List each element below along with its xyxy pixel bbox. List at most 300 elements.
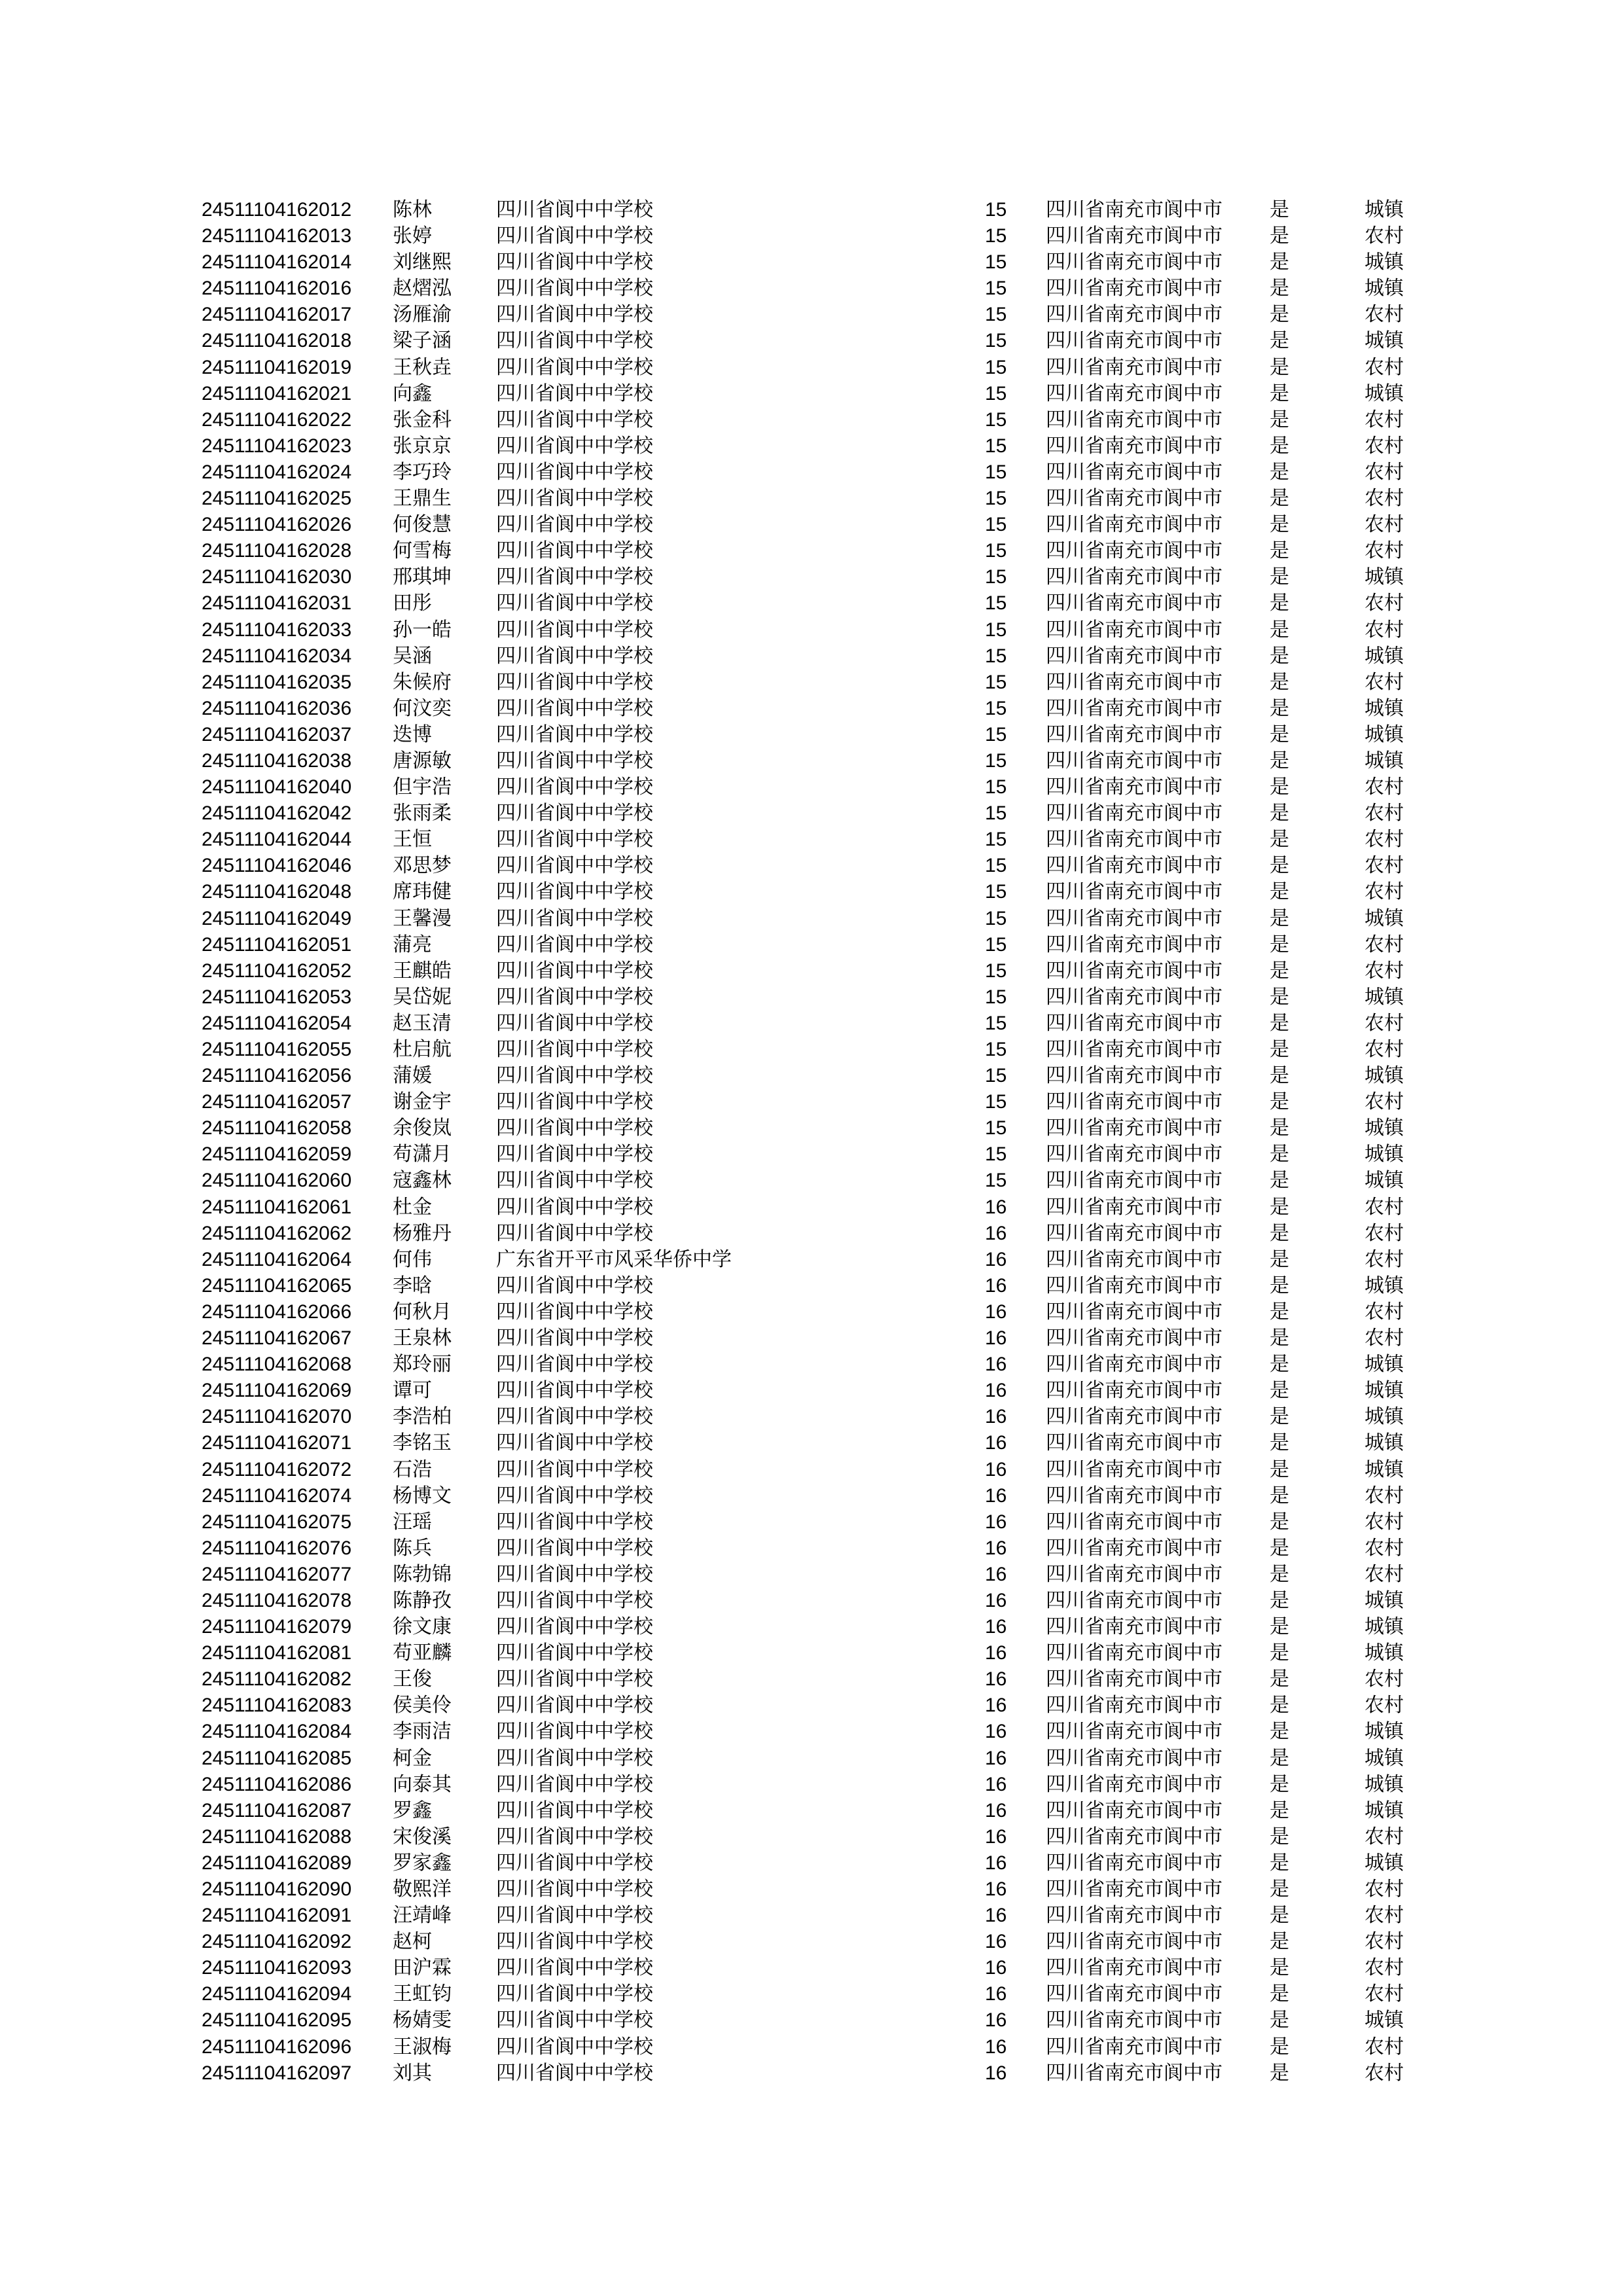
exam-number-cell: 24511104162078 — [202, 1589, 352, 1611]
residence-type-cell: 城镇 — [1364, 382, 1404, 405]
eligible-flag-cell: 是 — [1270, 776, 1289, 799]
residence-type-cell: 农村 — [1364, 224, 1404, 248]
eligible-flag-cell: 是 — [1270, 1327, 1289, 1350]
student-name-cell: 王麒皓 — [393, 959, 452, 982]
residence-type-cell: 农村 — [1364, 1536, 1404, 1560]
school-cell: 四川省阆中中学校 — [496, 1143, 653, 1166]
student-name-cell: 邓思梦 — [393, 854, 452, 878]
student-name-cell: 向鑫 — [393, 382, 432, 405]
class-cell: 16 — [985, 1747, 1007, 1769]
student-name-cell: 赵玉清 — [393, 1011, 452, 1035]
address-cell: 四川省南充市阆中市 — [1046, 723, 1222, 746]
eligible-flag-cell: 是 — [1270, 460, 1289, 484]
address-cell: 四川省南充市阆中市 — [1046, 1825, 1222, 1848]
address-cell: 四川省南充市阆中市 — [1046, 880, 1222, 904]
residence-type-cell: 农村 — [1364, 933, 1404, 956]
school-cell: 四川省阆中中学校 — [496, 1904, 653, 1928]
school-cell: 四川省阆中中学校 — [496, 1694, 653, 1717]
school-cell: 四川省阆中中学校 — [496, 329, 653, 353]
class-cell: 16 — [985, 1432, 1007, 1454]
class-cell: 15 — [985, 540, 1007, 562]
student-name-cell: 王虹钧 — [393, 1982, 452, 2006]
student-name-cell: 赵柯 — [393, 1930, 432, 1954]
residence-type-cell: 城镇 — [1364, 723, 1404, 746]
exam-number-cell: 24511104162082 — [202, 1668, 352, 1691]
student-name-cell: 孙一皓 — [393, 618, 452, 641]
table-row — [0, 1535, 1623, 1562]
school-cell: 四川省阆中中学校 — [496, 1930, 653, 1954]
address-cell: 四川省南充市阆中市 — [1046, 251, 1222, 274]
class-cell: 15 — [985, 225, 1007, 247]
class-cell: 16 — [985, 2062, 1007, 2084]
table-row — [0, 2034, 1623, 2060]
class-cell: 16 — [985, 1300, 1007, 1323]
table-row — [0, 1640, 1623, 1666]
class-cell: 15 — [985, 619, 1007, 641]
residence-type-cell: 城镇 — [1364, 1641, 1404, 1665]
student-name-cell: 何秋月 — [393, 1300, 452, 1323]
table-row — [0, 1221, 1623, 1247]
exam-number-cell: 24511104162085 — [202, 1747, 352, 1769]
residence-type-cell: 农村 — [1364, 802, 1404, 825]
school-cell: 四川省阆中中学校 — [496, 277, 653, 300]
class-cell: 15 — [985, 986, 1007, 1008]
class-cell: 16 — [985, 1380, 1007, 1402]
school-cell: 四川省阆中中学校 — [496, 854, 653, 878]
address-cell: 四川省南充市阆中市 — [1046, 1878, 1222, 1901]
residence-type-cell: 城镇 — [1364, 1143, 1404, 1166]
class-cell: 15 — [985, 881, 1007, 903]
exam-number-cell: 24511104162033 — [202, 619, 352, 641]
student-name-cell: 寇鑫林 — [393, 1169, 452, 1193]
address-cell: 四川省南充市阆中市 — [1046, 487, 1222, 511]
school-cell: 四川省阆中中学校 — [496, 723, 653, 746]
address-cell: 四川省南充市阆中市 — [1046, 1458, 1222, 1481]
eligible-flag-cell: 是 — [1270, 1510, 1289, 1534]
exam-number-cell: 24511104162053 — [202, 986, 352, 1008]
address-cell: 四川省南充市阆中市 — [1046, 959, 1222, 982]
exam-number-cell: 24511104162046 — [202, 855, 352, 877]
student-name-cell: 敬熙洋 — [393, 1878, 452, 1901]
eligible-flag-cell: 是 — [1270, 2009, 1289, 2032]
table-row — [0, 2007, 1623, 2034]
residence-type-cell: 城镇 — [1364, 906, 1404, 930]
exam-number-cell: 24511104162066 — [202, 1300, 352, 1323]
table-row — [0, 1299, 1623, 1325]
class-cell: 15 — [985, 1117, 1007, 1139]
address-cell: 四川省南充市阆中市 — [1046, 1510, 1222, 1534]
table-row — [0, 958, 1623, 984]
eligible-flag-cell: 是 — [1270, 198, 1289, 221]
table-row — [0, 512, 1623, 538]
class-cell: 16 — [985, 1695, 1007, 1717]
residence-type-cell: 农村 — [1364, 880, 1404, 904]
residence-type-cell: 农村 — [1364, 2061, 1404, 2085]
class-cell: 15 — [985, 435, 1007, 457]
eligible-flag-cell: 是 — [1270, 933, 1289, 956]
residence-type-cell: 农村 — [1364, 460, 1404, 484]
student-name-cell: 田彤 — [393, 592, 432, 615]
address-cell: 四川省南充市阆中市 — [1046, 2009, 1222, 2032]
table-row — [0, 1562, 1623, 1588]
address-cell: 四川省南充市阆中市 — [1046, 1038, 1222, 1061]
student-name-cell: 迭博 — [393, 723, 432, 746]
school-cell: 四川省阆中中学校 — [496, 1720, 653, 1744]
eligible-flag-cell: 是 — [1270, 854, 1289, 878]
table-row — [0, 328, 1623, 354]
table-row — [0, 1194, 1623, 1221]
school-cell: 四川省阆中中学校 — [496, 1011, 653, 1035]
exam-number-cell: 24511104162051 — [202, 933, 352, 956]
eligible-flag-cell: 是 — [1270, 408, 1289, 431]
student-name-cell: 邢琪坤 — [393, 565, 452, 589]
address-cell: 四川省南充市阆中市 — [1046, 1851, 1222, 1874]
address-cell: 四川省南充市阆中市 — [1046, 1772, 1222, 1796]
exam-number-cell: 24511104162086 — [202, 1773, 352, 1795]
eligible-flag-cell: 是 — [1270, 696, 1289, 720]
student-name-cell: 陈兵 — [393, 1536, 432, 1560]
school-cell: 四川省阆中中学校 — [496, 1221, 653, 1245]
table-row — [0, 1824, 1623, 1850]
exam-number-cell: 24511104162025 — [202, 488, 352, 510]
residence-type-cell: 农村 — [1364, 1878, 1404, 1901]
exam-number-cell: 24511104162093 — [202, 1957, 352, 1979]
school-cell: 广东省开平市风采华侨中学 — [496, 1247, 732, 1271]
eligible-flag-cell: 是 — [1270, 1458, 1289, 1481]
residence-type-cell: 城镇 — [1364, 749, 1404, 772]
residence-type-cell: 农村 — [1364, 1982, 1404, 2006]
table-row — [0, 538, 1623, 564]
address-cell: 四川省南充市阆中市 — [1046, 828, 1222, 852]
exam-number-cell: 24511104162042 — [202, 802, 352, 825]
address-cell: 四川省南充市阆中市 — [1046, 1247, 1222, 1271]
address-cell: 四川省南充市阆中市 — [1046, 670, 1222, 694]
class-cell: 15 — [985, 1065, 1007, 1087]
school-cell: 四川省阆中中学校 — [496, 460, 653, 484]
residence-type-cell: 城镇 — [1364, 1117, 1404, 1140]
student-name-cell: 苟潇月 — [393, 1143, 452, 1166]
table-row — [0, 1693, 1623, 1719]
school-cell: 四川省阆中中学校 — [496, 1327, 653, 1350]
exam-number-cell: 24511104162069 — [202, 1380, 352, 1402]
address-cell: 四川省南充市阆中市 — [1046, 277, 1222, 300]
class-cell: 16 — [985, 1406, 1007, 1428]
eligible-flag-cell: 是 — [1270, 1484, 1289, 1507]
student-name-cell: 张京京 — [393, 434, 452, 457]
exam-number-cell: 24511104162028 — [202, 540, 352, 562]
student-name-cell: 王馨漫 — [393, 906, 452, 930]
eligible-flag-cell: 是 — [1270, 1720, 1289, 1744]
address-cell: 四川省南充市阆中市 — [1046, 1641, 1222, 1665]
address-cell: 四川省南充市阆中市 — [1046, 224, 1222, 248]
eligible-flag-cell: 是 — [1270, 906, 1289, 930]
school-cell: 四川省阆中中学校 — [496, 1641, 653, 1665]
eligible-flag-cell: 是 — [1270, 1615, 1289, 1639]
class-cell: 15 — [985, 408, 1007, 431]
class-cell: 15 — [985, 488, 1007, 510]
table-row — [0, 486, 1623, 512]
student-name-cell: 陈静孜 — [393, 1588, 452, 1612]
residence-type-cell: 农村 — [1364, 513, 1404, 537]
address-cell: 四川省南充市阆中市 — [1046, 539, 1222, 563]
eligible-flag-cell: 是 — [1270, 880, 1289, 904]
school-cell: 四川省阆中中学校 — [496, 1772, 653, 1796]
student-name-cell: 杜金 — [393, 1195, 432, 1219]
eligible-flag-cell: 是 — [1270, 1536, 1289, 1560]
address-cell: 四川省南充市阆中市 — [1046, 906, 1222, 930]
table-row — [0, 1929, 1623, 1955]
exam-number-cell: 24511104162096 — [202, 2036, 352, 2058]
student-name-cell: 李浩柏 — [393, 1405, 452, 1429]
student-name-cell: 苟亚麟 — [393, 1641, 452, 1665]
class-cell: 15 — [985, 907, 1007, 929]
class-cell: 16 — [985, 2036, 1007, 2058]
student-name-cell: 蒲媛 — [393, 1064, 432, 1088]
table-row — [0, 302, 1623, 328]
school-cell: 四川省阆中中学校 — [496, 880, 653, 904]
table-row — [0, 1247, 1623, 1273]
exam-number-cell: 24511104162019 — [202, 356, 352, 378]
class-cell: 16 — [985, 1511, 1007, 1533]
exam-number-cell: 24511104162018 — [202, 330, 352, 352]
residence-type-cell: 农村 — [1364, 1930, 1404, 1954]
eligible-flag-cell: 是 — [1270, 1405, 1289, 1429]
residence-type-cell: 农村 — [1364, 1090, 1404, 1114]
residence-type-cell: 农村 — [1364, 1327, 1404, 1350]
eligible-flag-cell: 是 — [1270, 1562, 1289, 1586]
address-cell: 四川省南充市阆中市 — [1046, 329, 1222, 353]
table-row — [0, 800, 1623, 827]
exam-number-cell: 24511104162083 — [202, 1695, 352, 1717]
address-cell: 四川省南充市阆中市 — [1046, 1930, 1222, 1954]
class-cell: 15 — [985, 251, 1007, 274]
address-cell: 四川省南充市阆中市 — [1046, 1562, 1222, 1586]
student-name-cell: 王恒 — [393, 828, 432, 852]
student-name-cell: 吴涵 — [393, 644, 432, 668]
residence-type-cell: 农村 — [1364, 828, 1404, 852]
exam-number-cell: 24511104162071 — [202, 1432, 352, 1454]
residence-type-cell: 城镇 — [1364, 696, 1404, 720]
class-cell: 16 — [985, 1196, 1007, 1218]
exam-number-cell: 24511104162012 — [202, 199, 352, 221]
eligible-flag-cell: 是 — [1270, 1064, 1289, 1088]
exam-number-cell: 24511104162034 — [202, 645, 352, 667]
address-cell: 四川省南充市阆中市 — [1046, 1327, 1222, 1350]
address-cell: 四川省南充市阆中市 — [1046, 1090, 1222, 1114]
residence-type-cell: 城镇 — [1364, 198, 1404, 221]
school-cell: 四川省阆中中学校 — [496, 1615, 653, 1639]
address-cell: 四川省南充市阆中市 — [1046, 1694, 1222, 1717]
exam-number-cell: 24511104162037 — [202, 723, 352, 745]
class-cell: 16 — [985, 1721, 1007, 1743]
exam-number-cell: 24511104162026 — [202, 514, 352, 536]
address-cell: 四川省南充市阆中市 — [1046, 644, 1222, 668]
table-row — [0, 1798, 1623, 1824]
student-name-cell: 汪瑶 — [393, 1510, 432, 1534]
exam-number-cell: 24511104162021 — [202, 382, 352, 404]
school-cell: 四川省阆中中学校 — [496, 1588, 653, 1612]
school-cell: 四川省阆中中学校 — [496, 696, 653, 720]
class-cell: 16 — [985, 1773, 1007, 1795]
school-cell: 四川省阆中中学校 — [496, 933, 653, 956]
school-cell: 四川省阆中中学校 — [496, 1799, 653, 1822]
class-cell: 15 — [985, 749, 1007, 772]
table-row — [0, 774, 1623, 800]
table-row — [0, 1404, 1623, 1430]
school-cell: 四川省阆中中学校 — [496, 1169, 653, 1193]
class-cell: 15 — [985, 461, 1007, 483]
school-cell: 四川省阆中中学校 — [496, 1458, 653, 1481]
eligible-flag-cell: 是 — [1270, 985, 1289, 1009]
student-name-cell: 李巧玲 — [393, 460, 452, 484]
residence-type-cell: 农村 — [1364, 670, 1404, 694]
eligible-flag-cell: 是 — [1270, 1221, 1289, 1245]
eligible-flag-cell: 是 — [1270, 329, 1289, 353]
class-cell: 15 — [985, 1170, 1007, 1192]
residence-type-cell: 农村 — [1364, 408, 1404, 431]
residence-type-cell: 农村 — [1364, 1247, 1404, 1271]
school-cell: 四川省阆中中学校 — [496, 1195, 653, 1219]
eligible-flag-cell: 是 — [1270, 1772, 1289, 1796]
address-cell: 四川省南充市阆中市 — [1046, 1300, 1222, 1323]
residence-type-cell: 农村 — [1364, 303, 1404, 327]
table-row — [0, 1981, 1623, 2007]
school-cell: 四川省阆中中学校 — [496, 1956, 653, 1980]
address-cell: 四川省南充市阆中市 — [1046, 1169, 1222, 1193]
school-cell: 四川省阆中中学校 — [496, 355, 653, 379]
address-cell: 四川省南充市阆中市 — [1046, 1484, 1222, 1507]
table-row — [0, 1063, 1623, 1089]
eligible-flag-cell: 是 — [1270, 1195, 1289, 1219]
school-cell: 四川省阆中中学校 — [496, 1746, 653, 1770]
eligible-flag-cell: 是 — [1270, 802, 1289, 825]
class-cell: 15 — [985, 802, 1007, 825]
class-cell: 15 — [985, 1091, 1007, 1113]
residence-type-cell: 城镇 — [1364, 1615, 1404, 1639]
eligible-flag-cell: 是 — [1270, 1878, 1289, 1901]
exam-number-cell: 24511104162023 — [202, 435, 352, 457]
school-cell: 四川省阆中中学校 — [496, 1982, 653, 2006]
table-row — [0, 1666, 1623, 1693]
residence-type-cell: 城镇 — [1364, 1064, 1404, 1088]
exam-number-cell: 24511104162035 — [202, 671, 352, 693]
exam-number-cell: 24511104162094 — [202, 1983, 352, 2005]
class-cell: 15 — [985, 829, 1007, 851]
school-cell: 四川省阆中中学校 — [496, 802, 653, 825]
student-name-cell: 宋俊溪 — [393, 1825, 452, 1848]
eligible-flag-cell: 是 — [1270, 1641, 1289, 1665]
class-cell: 15 — [985, 592, 1007, 615]
exam-number-cell: 24511104162059 — [202, 1143, 352, 1166]
residence-type-cell: 城镇 — [1364, 644, 1404, 668]
exam-number-cell: 24511104162087 — [202, 1799, 352, 1821]
class-cell: 15 — [985, 199, 1007, 221]
class-cell: 15 — [985, 278, 1007, 300]
eligible-flag-cell: 是 — [1270, 539, 1289, 563]
school-cell: 四川省阆中中学校 — [496, 1878, 653, 1901]
eligible-flag-cell: 是 — [1270, 1982, 1289, 2006]
address-cell: 四川省南充市阆中市 — [1046, 1379, 1222, 1403]
table-row — [0, 643, 1623, 670]
address-cell: 四川省南充市阆中市 — [1046, 1746, 1222, 1770]
student-name-cell: 杜启航 — [393, 1038, 452, 1061]
residence-type-cell: 城镇 — [1364, 1588, 1404, 1612]
residence-type-cell: 农村 — [1364, 1221, 1404, 1245]
eligible-flag-cell: 是 — [1270, 644, 1289, 668]
exam-number-cell: 24511104162065 — [202, 1274, 352, 1297]
exam-number-cell: 24511104162014 — [202, 251, 352, 274]
exam-number-cell: 24511104162076 — [202, 1537, 352, 1559]
eligible-flag-cell: 是 — [1270, 1930, 1289, 1954]
eligible-flag-cell: 是 — [1270, 382, 1289, 405]
class-cell: 16 — [985, 1274, 1007, 1297]
residence-type-cell: 农村 — [1364, 539, 1404, 563]
exam-number-cell: 24511104162036 — [202, 697, 352, 719]
student-name-cell: 何雪梅 — [393, 539, 452, 563]
eligible-flag-cell: 是 — [1270, 1143, 1289, 1166]
address-cell: 四川省南充市阆中市 — [1046, 1720, 1222, 1744]
school-cell: 四川省阆中中学校 — [496, 1825, 653, 1848]
class-cell: 16 — [985, 1248, 1007, 1270]
address-cell: 四川省南充市阆中市 — [1046, 1431, 1222, 1455]
exam-number-cell: 24511104162038 — [202, 749, 352, 772]
student-name-cell: 汤雁渝 — [393, 303, 452, 327]
school-cell: 四川省阆中中学校 — [496, 251, 653, 274]
address-cell: 四川省南充市阆中市 — [1046, 2061, 1222, 2085]
student-name-cell: 徐文康 — [393, 1615, 452, 1639]
student-name-cell: 罗家鑫 — [393, 1851, 452, 1874]
address-cell: 四川省南充市阆中市 — [1046, 513, 1222, 537]
residence-type-cell: 农村 — [1364, 1904, 1404, 1928]
exam-number-cell: 24511104162017 — [202, 304, 352, 326]
address-cell: 四川省南充市阆中市 — [1046, 1405, 1222, 1429]
table-row — [0, 1903, 1623, 1929]
table-row — [0, 1168, 1623, 1194]
class-cell: 16 — [985, 1537, 1007, 1559]
residence-type-cell: 城镇 — [1364, 1379, 1404, 1403]
address-cell: 四川省南充市阆中市 — [1046, 1195, 1222, 1219]
table-row — [0, 1614, 1623, 1640]
residence-type-cell: 城镇 — [1364, 277, 1404, 300]
eligible-flag-cell: 是 — [1270, 1011, 1289, 1035]
class-cell: 15 — [985, 304, 1007, 326]
student-name-cell: 唐源敏 — [393, 749, 452, 772]
table-row — [0, 1876, 1623, 1903]
school-cell: 四川省阆中中学校 — [496, 1300, 653, 1323]
address-cell: 四川省南充市阆中市 — [1046, 933, 1222, 956]
residence-type-cell: 城镇 — [1364, 565, 1404, 589]
table-row — [0, 223, 1623, 249]
exam-number-cell: 24511104162031 — [202, 592, 352, 615]
exam-number-cell: 24511104162022 — [202, 408, 352, 431]
class-cell: 16 — [985, 2009, 1007, 2032]
address-cell: 四川省南充市阆中市 — [1046, 1904, 1222, 1928]
student-name-cell: 何汶奕 — [393, 696, 452, 720]
student-name-cell: 汪靖峰 — [393, 1904, 452, 1928]
table-row — [0, 1089, 1623, 1115]
address-cell: 四川省南充市阆中市 — [1046, 1064, 1222, 1088]
table-row — [0, 1430, 1623, 1456]
residence-type-cell: 城镇 — [1364, 1720, 1404, 1744]
address-cell: 四川省南充市阆中市 — [1046, 198, 1222, 221]
school-cell: 四川省阆中中学校 — [496, 565, 653, 589]
school-cell: 四川省阆中中学校 — [496, 1431, 653, 1455]
eligible-flag-cell: 是 — [1270, 828, 1289, 852]
school-cell: 四川省阆中中学校 — [496, 1536, 653, 1560]
exam-number-cell: 24511104162062 — [202, 1222, 352, 1244]
residence-type-cell: 农村 — [1364, 592, 1404, 615]
eligible-flag-cell: 是 — [1270, 1274, 1289, 1297]
